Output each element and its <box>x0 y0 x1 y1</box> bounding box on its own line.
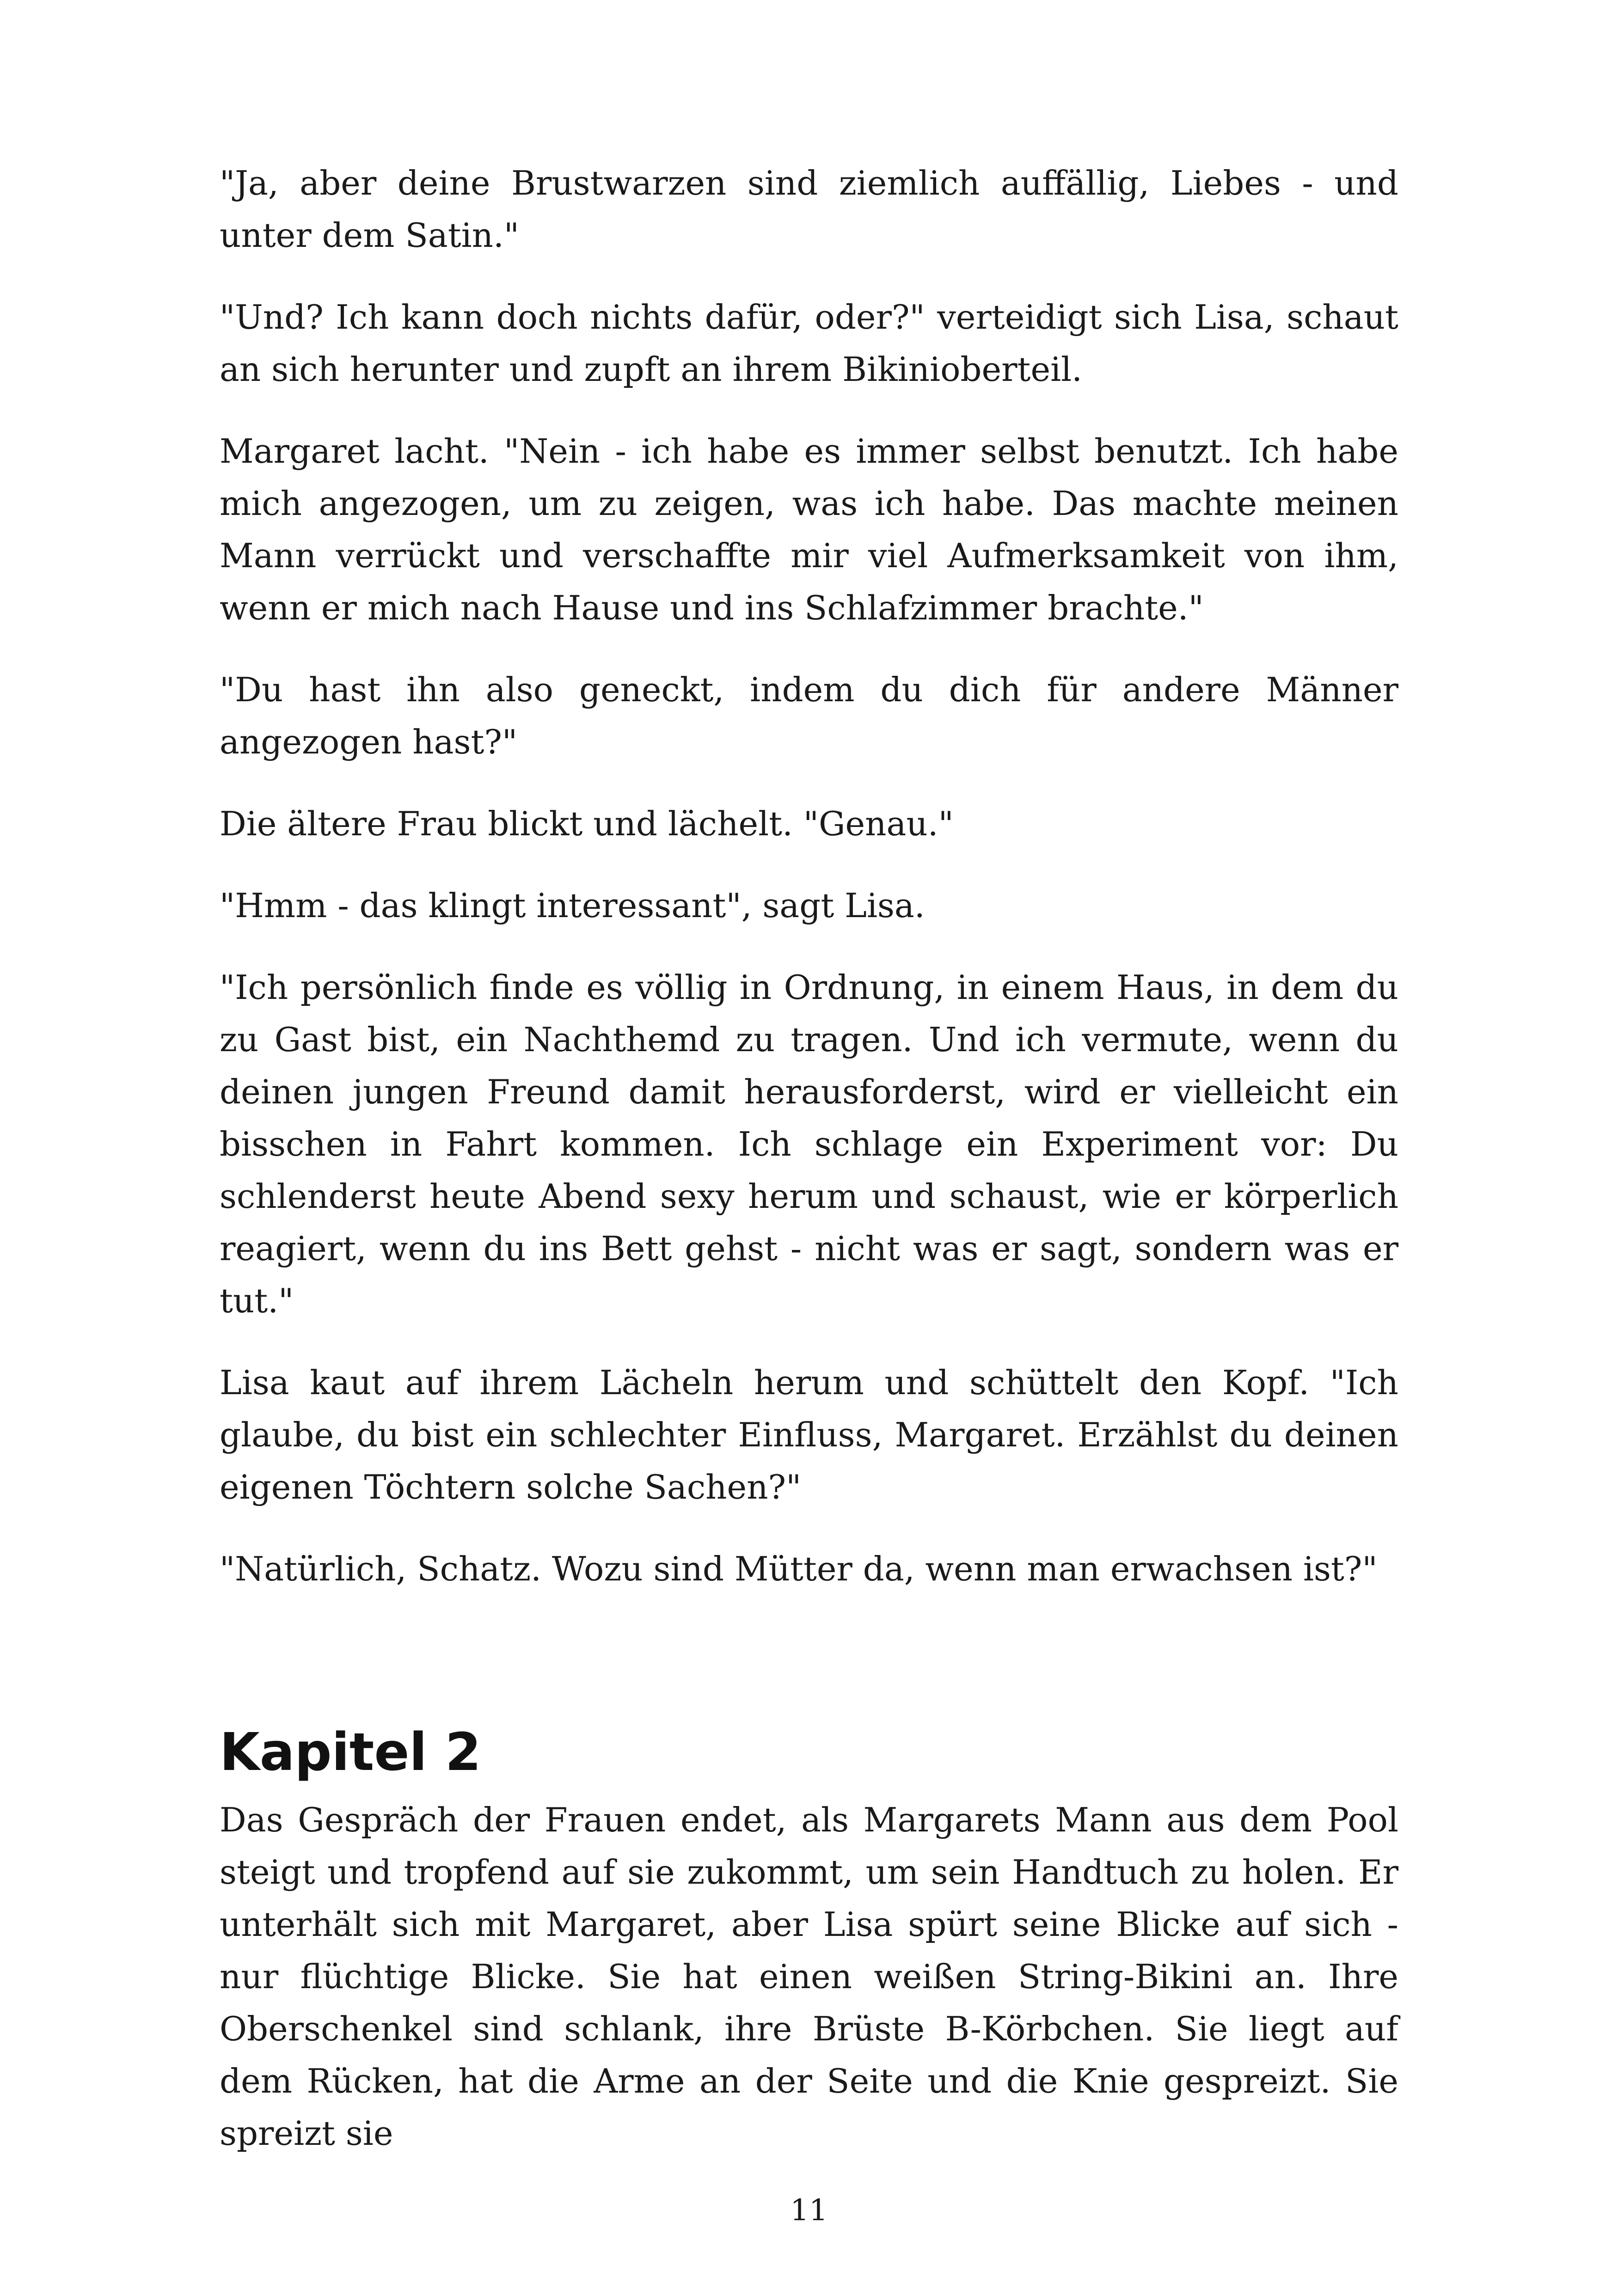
paragraph: "Hmm - das klingt interessant", sagt Lisa. <box>220 886 925 925</box>
paragraph: "Ja, aber deine Brustwarzen sind ziemlich auffällig, Liebes - und unter dem Satin." <box>220 164 1398 255</box>
chapter-paragraph: Das Gespräch der Frauen endet, als Margarets Mann aus dem Pool steigt und tropfend auf sie zukommt, um sein Handtuch zu holen. Er unterhält sich mit Margaret, aber Lisa spürt seine Blicke auf sich - nur flüchtige Blicke. Sie hat einen weißen String-Bikini an. Ihre Oberschenkel sind schlank, ihre Brüste B-Körbchen. Sie liegt auf dem Rücken, hat die Arme an der Seite und die Knie gespreizt. Sie spreizt sie <box>220 1800 1398 2153</box>
paragraph: Lisa kaut auf ihrem Lächeln herum und schüttelt den Kopf. "Ich glaube, du bist ein schlechter Einfluss, Margaret. Erzählst du deinen eigenen Töchtern solche Sachen?" <box>220 1363 1398 1506</box>
paragraph: "Du hast ihn also geneckt, indem du dich für andere Männer angezogen hast?" <box>220 670 1398 761</box>
paragraph: "Natürlich, Schatz. Wozu sind Mütter da, wenn man erwachsen ist?" <box>220 1549 1378 1588</box>
paragraph: Margaret lacht. "Nein - ich habe es immer selbst benutzt. Ich habe mich angezogen, um zu zeigen, was ich habe. Das machte meinen Mann verrückt und verschaffte mir viel Aufmerksamkeit von ihm, wenn er mich nach Hause und ins Schlafzimmer brachte." <box>220 432 1398 627</box>
paragraph: "Ich persönlich finde es völlig in Ordnung, in einem Haus, in dem du zu Gast bist, ein Nachthemd zu tragen. Und ich vermute, wenn du deinen jungen Freund damit herausforderst, wird er vielleicht ein bisschen in Fahrt kommen. Ich schlage ein Experiment vor: Du schlenderst heute Abend sexy herum und schaust, wie er körperlich reagiert, wenn du ins Bett gehst - nicht was er sagt, sondern was er tut." <box>220 968 1398 1320</box>
page-body <box>220 157 1398 2189</box>
chapter-heading: Kapitel 2 <box>220 1722 481 1782</box>
page-number: 11 <box>790 2193 828 2228</box>
paragraph: Die ältere Frau blickt und lächelt. "Genau." <box>220 804 954 843</box>
paragraph: "Und? Ich kann doch nichts dafür, oder?" verteidigt sich Lisa, schaut an sich herunter und zupft an ihrem Bikinioberteil. <box>220 298 1398 389</box>
